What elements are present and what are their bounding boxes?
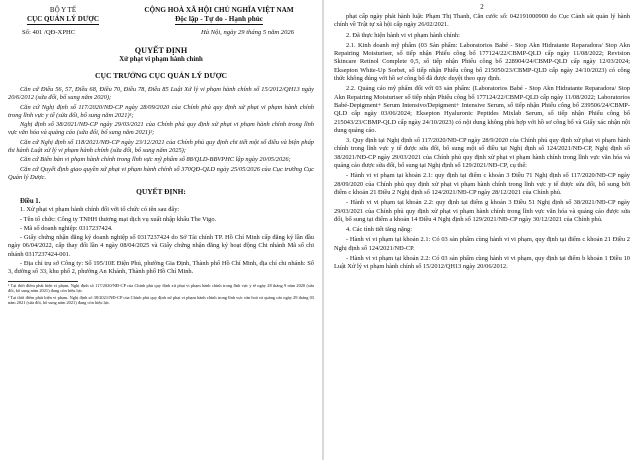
article-1-line: - Tên tổ chức: Công ty TNHH thương mại dịch vụ xuất nhập khẩu The Vigo. (20, 215, 217, 223)
body-paragraph: - Hành vi vi phạm tại khoản 2.2: Có 03 sản phẩm cùng hành vi vi phạm, quy định tại điểm b khoản 1 Điều 10 Luật Xử lý vi phạm hành chính số 15/2012/QH13 ngày 20/06/2012. (334, 255, 630, 271)
body-paragraph: 3. Quy định tại Nghị định số 117/2020/NĐ-CP ngày 28/9/2020 của Chính phủ quy định xử phạt vi phạm hành chính trong lĩnh vực y tế được sửa đổi, bổ sung một số điều tại Nghị định số 124/2021/NĐ-CP, Nghị định số 38/2021/NĐ-CP ngày 29/03/2021 của Chính phủ quy định xử phạt vi phạm hành chính trong lĩnh vực văn hóa và quảng cáo được sửa đổi, bổ sung tại Nghị định số 129/2021/NĐ-CP, cụ thể: (334, 137, 630, 170)
footnote: ² Tại thời điểm phát hiện vi phạm, Nghị định số 38/2021/NĐ-CP của Chính phủ quy định xử phạt vi phạm hành chính trong lĩnh vực văn hoá và quảng cáo ngày 29 tháng 03 năm 2021 (sửa đổi, bổ sung năm 2021) đang còn hiệu lực. (8, 294, 314, 306)
article-1-heading: Điều 1. (20, 198, 41, 206)
signing-authority: CỤC TRƯỞNG CỤC QUẢN LÝ DƯỢC (95, 71, 227, 80)
legal-basis: Căn cứ Biên bản vi phạm hành chính trong lĩnh vực mỹ phẩm số 88/QLD-BBVPHC lập ngày 20/05/2026; (20, 156, 291, 164)
legal-basis: Căn cứ Nghị định số 117/2020/NĐ-CP ngày 28/09/2020 của Chính phủ quy định xử phạt vi phạm hành chính trong lĩnh vực y tế (sửa đổi, bổ sung năm 2021)¹; (8, 103, 314, 119)
legal-basis: Căn cứ Quyết định giao quyền xử phạt vi phạm hành chính số 370QĐ-QLD ngày 25/05/2026 của Cục trưởng Cục Quản lý Dược. (8, 165, 314, 181)
body-paragraph: - Hành vi vi phạm tại khoản 2.1: quy định tại điểm c khoản 3 Điều 71 Nghị định số 117/2020/NĐ-CP ngày 28/09/2020 của Chính phủ quy định xử phạt vi phạm hành chính trong lĩnh vực y tế được sửa đổi, bổ sung bởi điểm c khoản 21 Điều 2 Nghị định số 124/2021/NĐ-CP ngày 28/12/2021 của Chính phủ. (334, 172, 630, 196)
legal-basis: Nghị định số 38/2021/NĐ-CP ngày 29/03/2021 của Chính phủ quy định xử phạt vi phạm hành chính trong lĩnh vực văn hóa và quảng cáo (sửa đổi, bổ sung năm 2021)²; (8, 121, 314, 137)
document-number: Số: 401 /QĐ-XPHC (22, 29, 76, 36)
body-paragraph: 2. Đã thực hiện hành vi vi phạm hành chính: (346, 31, 460, 39)
ministry-name: BỘ Y TẾ (49, 6, 77, 14)
issuing-authority (8, 6, 118, 25)
national-motto: Độc lập - Tự do - Hạnh phúc (175, 15, 263, 23)
footnote: ¹ Tại thời điểm phát hiện vi phạm, Nghị định số 117/2020/NĐ-CP của Chính phủ quy định xử phạt vi phạm hành chính trong lĩnh vực y tế ngày 28 tháng 9 năm 2020 (sửa đổi, bổ sung năm 2021) đang còn hiệu lực. (8, 282, 314, 294)
article-1-line: - Địa chỉ trụ sở Công ty: Số 195/10E Điện Phủ, phường Gia Định, Thành phố Hồ Chí Minh, địa chỉ chi nhánh: Số 3, đường số 33, khu phố 2, phường An Khánh, Thành phố Hồ Chí Minh. (8, 260, 314, 276)
legal-basis: Căn cứ Nghị định số 118/2021/NĐ-CP ngày 23/12/2021 của Chính phủ quy định chi tiết một số điều và biện pháp thi hành Luật xử lý vi phạm hành chính (sửa đổi, bổ sung năm 2025); (8, 138, 314, 155)
document-title: QUYẾT ĐỊNH (134, 46, 188, 55)
page-2 (324, 0, 640, 460)
body-paragraph: 2.1. Kinh doanh mỹ phẩm (03 Sản phẩm: Laboratorios Babé - Stop Akn Hidratante Reparadora/ Stop Akn Repairing Moisturiser, số tiếp nhận Phiếu công bố 177124/22/CBMP-QLD cấp ngày 11/08/2022; Revision Skincare Retinol Complete 0,5, số tiếp nhận Phiếu công bố 228904/24/CBMP-QLD cấp ngày 12/03/2024; Eksepton White-Up Sorbet, số tiếp nhận Phiếu công bố 215050/23/CBMP-QLD cấp ngày 24/10/2023) có công thức không đúng với hồ sơ công bố đã được duyệt theo quy định. (334, 41, 630, 83)
document-header (8, 6, 314, 25)
article-1-line: 1. Xử phạt vi phạm hành chính đối với tổ chức có tên sau đây: (20, 206, 180, 214)
legal-basis: Căn cứ Điều 56, 57, Điều 68, Điều 70, Điều 78, Điều 85 Luật Xử lý vi phạm hành chính số 15/2012/QH13 ngày 20/6/2012 (sửa đổi, bổ sung năm 2020); (8, 86, 314, 102)
decision-heading: QUYẾT ĐỊNH: (136, 187, 186, 197)
body-paragraph: 4. Các tình tiết tăng nặng: (346, 226, 413, 234)
body-paragraph: 2.2. Quảng cáo mỹ phẩm đối với 03 sản phẩm: (Laboratorios Babé - Stop Akn Hidratante Reparadora/ Stop Akn Repairing Moisturiser số tiếp nhận Phiếu công bố 177124/22/CBMP-QLD cấp ngày 11/08/2022; Laboratorios Babé-Depigment+ Serum Intensivo/Depigment+ Intensive Serum, số tiếp nhận Phiếu công bố 239506/24/CBMP-QLD cấp ngày 03/06/2024; Eksepton Hyaluronic Peptides Mixlab Serum, số tiếp nhận Phiếu công bố 215043/23/CBMP-QLD cấp ngày 24/10/2023) có nội dung không phù hợp với hồ sơ công bố và Giấy xác nhận nội dung quảng cáo. (334, 85, 630, 134)
footnote-divider (8, 281, 78, 282)
document-date: Hà Nội, ngày 29 tháng 5 năm 2026 (200, 29, 294, 36)
national-heading (124, 6, 314, 25)
republic-name: CỘNG HOÀ XÃ HỘI CHỦ NGHĨA VIỆT NAM (144, 6, 294, 14)
document-subtitle: Xử phạt vi phạm hành chính (119, 56, 203, 63)
page-number: 2 (480, 3, 484, 11)
department-name: CỤC QUẢN LÝ DƯỢC (27, 15, 99, 23)
document-meta (8, 29, 314, 36)
body-paragraph: - Hành vi vi phạm tại khoản 2.1: Có 03 sản phẩm cùng hành vi vi phạm, quy định tại điểm c khoản 21 Điều 2 Nghị định số 124/2021/NĐ-CP. (334, 236, 630, 252)
body-paragraph: - Hành vi vi phạm tại khoản 2.2: quy định tại điểm g khoản 3 Điều 51 Nghị định số 38/2021/NĐ-CP ngày 29/03/2021 của Chính phủ quy định xử phạt vi phạm hành chính trong lĩnh vực văn hóa và quảng cáo được sửa đổi, bổ sung tại điểm a khoản 14 Điều 4 Nghị định số 129/2021/NĐ-CP ngày 30/12/2021 của Chính phủ. (334, 199, 630, 223)
body-paragraph: phạt cấp ngày phát hành luật: Phạm Thị Thanh, Căn cước số: 042191000900 do Cục Cảnh sát quản lý hành chính về Trật tự xã hội cấp ngày 26/02/2021. (334, 13, 630, 29)
article-1-line: - Mã số doanh nghiệp: 0317237424. (20, 224, 113, 232)
article-1-line: - Giấy chứng nhận đăng ký doanh nghiệp số 0317237424 do Sở Tài chính TP. Hồ Chí Minh cấp đăng ký lần đầu ngày 06/04/2022, cấp thay đổi lần 4 ngày 08/04/2025 và Giấy chứng nhận đăng ký hoạt động Chi nhánh Mã số chi nhánh 0317237424-001. (8, 234, 314, 258)
